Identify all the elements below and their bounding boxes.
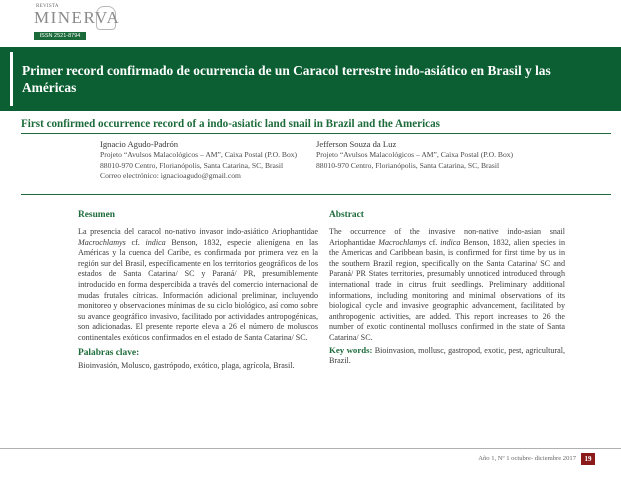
footer-divider [0,448,621,449]
title-divider [21,133,611,134]
abstract-text-part: The occurrence of the invasive non-native indo-asian snail Ariophantidae [329,227,565,247]
logo-emblem-icon [96,6,116,30]
resumen-text-part: Benson, 1832, especie alienígena en las Américas y la cuenca del Caribe, es confirmada por primera vez en la región sur del Brasil, específicamente en los territorios geográficos de los estados de Santa Catarina/ SC y Paraná/ PR, presumiblemente introducido en forma despercibida a través del comercio internacional de mudas frutales cítricas. Información adicional preliminar, incluyendo monitoreo y observaciones mínimas de su ciclo biológico, así como sobre su avance geográfico invasivo, facilitado por actividades antropogénicas, son adicionadas. El presente reporte eleva a 26 el número de moluscos continentales exóticos confirmados en el estado de Santa Catarina/ SC. [78,237,319,342]
cf-text: cf. [426,237,441,247]
key-words-line [329,345,565,367]
palabras-clave-text: Bioinvasión, Molusco, gastrópodo, exótico, plaga, agrícola, Brasil. [78,360,295,370]
author-affiliation: Projeto “Avulsos Malacológicos – AM”, Caixa Postal (P.O. Box) [316,150,514,159]
author-address: 88010-970 Centro, Florianópolis, Santa Catarina, SC, Brasil [100,160,284,170]
author-address: 88010-970 Centro, Florianópolis, Santa Catarina, SC, Brasil [316,160,500,170]
abstract-text [329,227,565,344]
page-number: 19 [581,453,595,465]
species-epithet: indica [440,237,461,247]
abstract-heading: Abstract [329,210,364,220]
author-affiliation: Projeto “Avulsos Malacológicos – AM”, Caixa Postal (P.O. Box) [100,150,298,159]
abstract-text-part: Benson, 1832, alien species in the Americas and Caribbean basin, is confirmed for first time by us in the southern Brazil region, specifically on the Santa Catarina/ SC and Paraná/ PR States territories, presumably unnoticed introduced through international trade in citrus fruit seedlings. Preliminary additional informations, including monitoring and minimal observations of its biological cycle and invasive geographic advancement, facilitated by anthropogenic activities, are added. This report increases to 26 the number of exotic continental molluscs confirmed in the state of Santa Catarina/ SC. [329,237,566,342]
key-words-text: Bioinvasion, mollusc, gastropod, exotic, pest, agricultural, Brazil. [329,345,566,366]
logo-top-text: REVISTA [36,4,59,9]
species-name: Macrochlamys [78,237,126,247]
english-title: First confirmed occurrence record of a indo-asiatic land snail in Brazil and the Americas [21,118,440,130]
palabras-clave-heading: Palabras clave: [78,347,140,358]
author-name: Jefferson Souza da Luz [316,139,397,149]
author-block-2 [316,139,556,171]
logo-name: MINERVA [34,8,121,27]
author-block-1 [100,139,320,182]
abstract-section [329,209,565,367]
species-epithet: indica [145,237,166,247]
author-email: Correo electrónico: ignacioagudo@gmail.com [100,171,241,180]
resumen-section [78,209,318,371]
issue-info: Año 1, Nº 1 octubre- diciembre 2017 [478,455,576,462]
cf-text: cf. [125,237,146,247]
title-banner [0,47,621,111]
resumen-text [78,227,318,344]
journal-logo [34,4,121,27]
spanish-title: Primer record confirmado de ocurrencia de un Caracol terrestre indo-asiático en Brasil y las Américas [22,63,551,95]
resumen-text-part: La presencia del caracol no-nativo invasor indo-asiático Ariophantidae [78,227,318,236]
resumen-heading: Resumen [78,210,115,220]
issn-badge: ISSN 2521-8794 [34,32,86,40]
author-divider [21,194,611,195]
species-name: Macrochlamys [378,237,427,247]
key-words-label: Key words: [329,344,373,355]
author-name: Ignacio Agudo-Padrón [100,139,179,149]
